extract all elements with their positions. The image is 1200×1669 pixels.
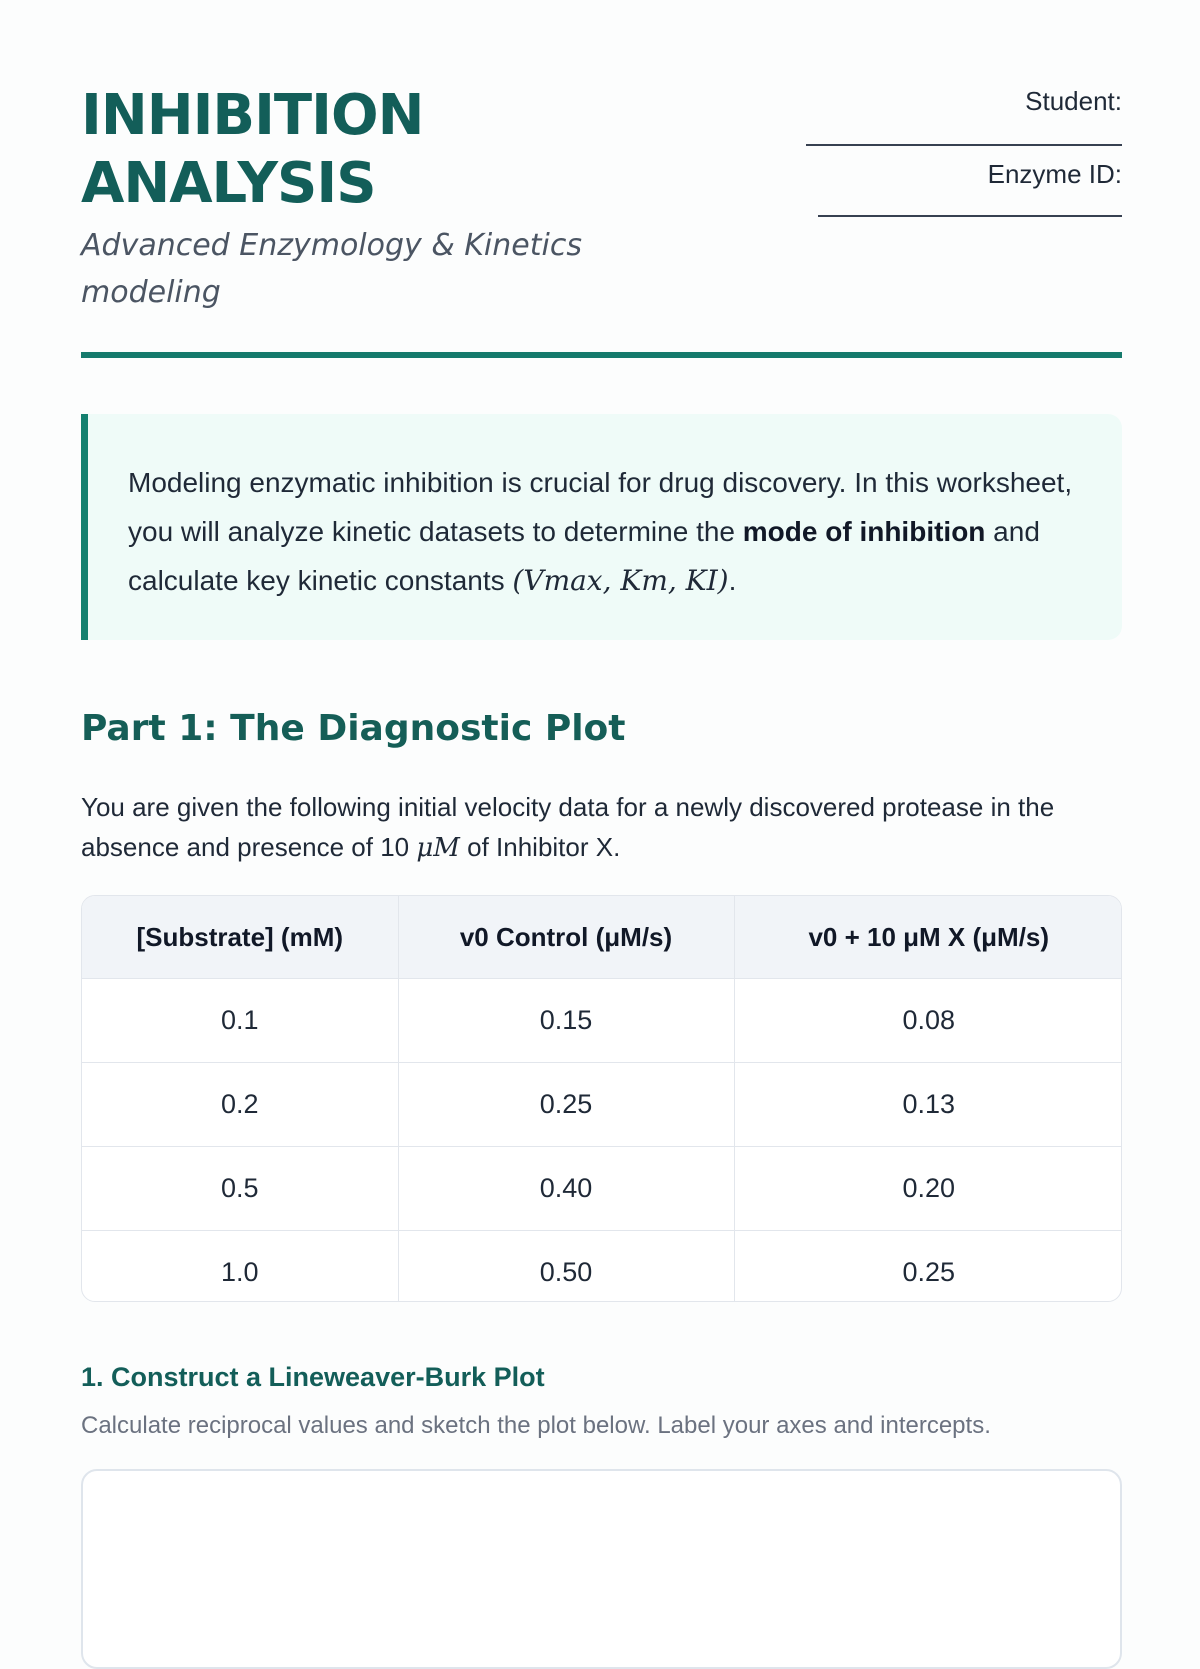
intro-bold-text: mode of inhibition — [742, 516, 986, 547]
student-label: Student: — [1025, 86, 1122, 116]
table-cell: 0.2 — [82, 1063, 398, 1147]
table-header-row — [82, 896, 1122, 979]
table-cell: 0.40 — [398, 1147, 734, 1231]
part-1-title: Part 1: The Diagnostic Plot — [81, 708, 626, 749]
intro-callout — [81, 414, 1122, 640]
table-cell: 0.25 — [398, 1063, 734, 1147]
column-header-inhibitor: v0 + 10 μM X (μM/s) — [734, 896, 1122, 979]
intro-math-constants: (Vmax, Km, KI) — [512, 564, 729, 597]
sketch-answer-area[interactable] — [81, 1469, 1122, 1669]
enzyme-id-field[interactable] — [806, 159, 1122, 217]
column-header-control: v0 Control (μM/s) — [398, 896, 734, 979]
intro-text-2: and calculate key kinetic constants — [128, 516, 1040, 596]
table-row — [82, 1147, 1122, 1231]
table-row — [82, 1231, 1122, 1303]
student-info-fields — [806, 86, 1122, 217]
kinetics-data-table — [81, 895, 1122, 1302]
table-cell: 0.1 — [82, 979, 398, 1063]
table-cell: 0.20 — [734, 1147, 1122, 1231]
intro-text-1: Modeling enzymatic inhibition is crucial for drug discovery. In this worksheet, you will analyze kinetic datasets to determine the — [128, 467, 1073, 547]
table-cell: 1.0 — [82, 1231, 398, 1303]
page-subtitle: Advanced Enzymology & Kinetics modeling — [81, 228, 582, 310]
part-1-desc-unit: μM — [416, 833, 460, 863]
question-1-hint: Calculate reciprocal values and sketch the plot below. Label your axes and intercepts. — [81, 1412, 991, 1439]
table-cell: 0.25 — [734, 1231, 1122, 1303]
table-cell: 0.15 — [398, 979, 734, 1063]
worksheet-header — [81, 0, 1122, 360]
part-1-description — [81, 787, 1122, 868]
enzyme-id-blank-line[interactable] — [818, 215, 1122, 217]
table-cell: 0.5 — [82, 1147, 398, 1231]
student-field[interactable] — [806, 86, 1122, 146]
question-1-title: 1. Construct a Lineweaver-Burk Plot — [81, 1362, 545, 1392]
table-row — [82, 1063, 1122, 1147]
header-divider — [81, 352, 1122, 358]
page-title: INHIBITION ANALYSIS — [81, 83, 424, 216]
student-blank-line[interactable] — [806, 144, 1122, 146]
table-cell: 0.50 — [398, 1231, 734, 1303]
part-1-desc-text-1: You are given the following initial velocity data for a newly discovered protease in the absence and presence of 10 — [81, 792, 1055, 862]
intro-text-3: . — [728, 565, 737, 596]
table-cell: 0.13 — [734, 1063, 1122, 1147]
enzyme-id-label: Enzyme ID: — [987, 159, 1122, 189]
column-header-substrate: [Substrate] (mM) — [82, 896, 398, 979]
table-cell: 0.08 — [734, 979, 1122, 1063]
part-1-desc-text-2: of Inhibitor X. — [459, 832, 621, 862]
worksheet-page — [81, 0, 1122, 1439]
table-row — [82, 979, 1122, 1063]
